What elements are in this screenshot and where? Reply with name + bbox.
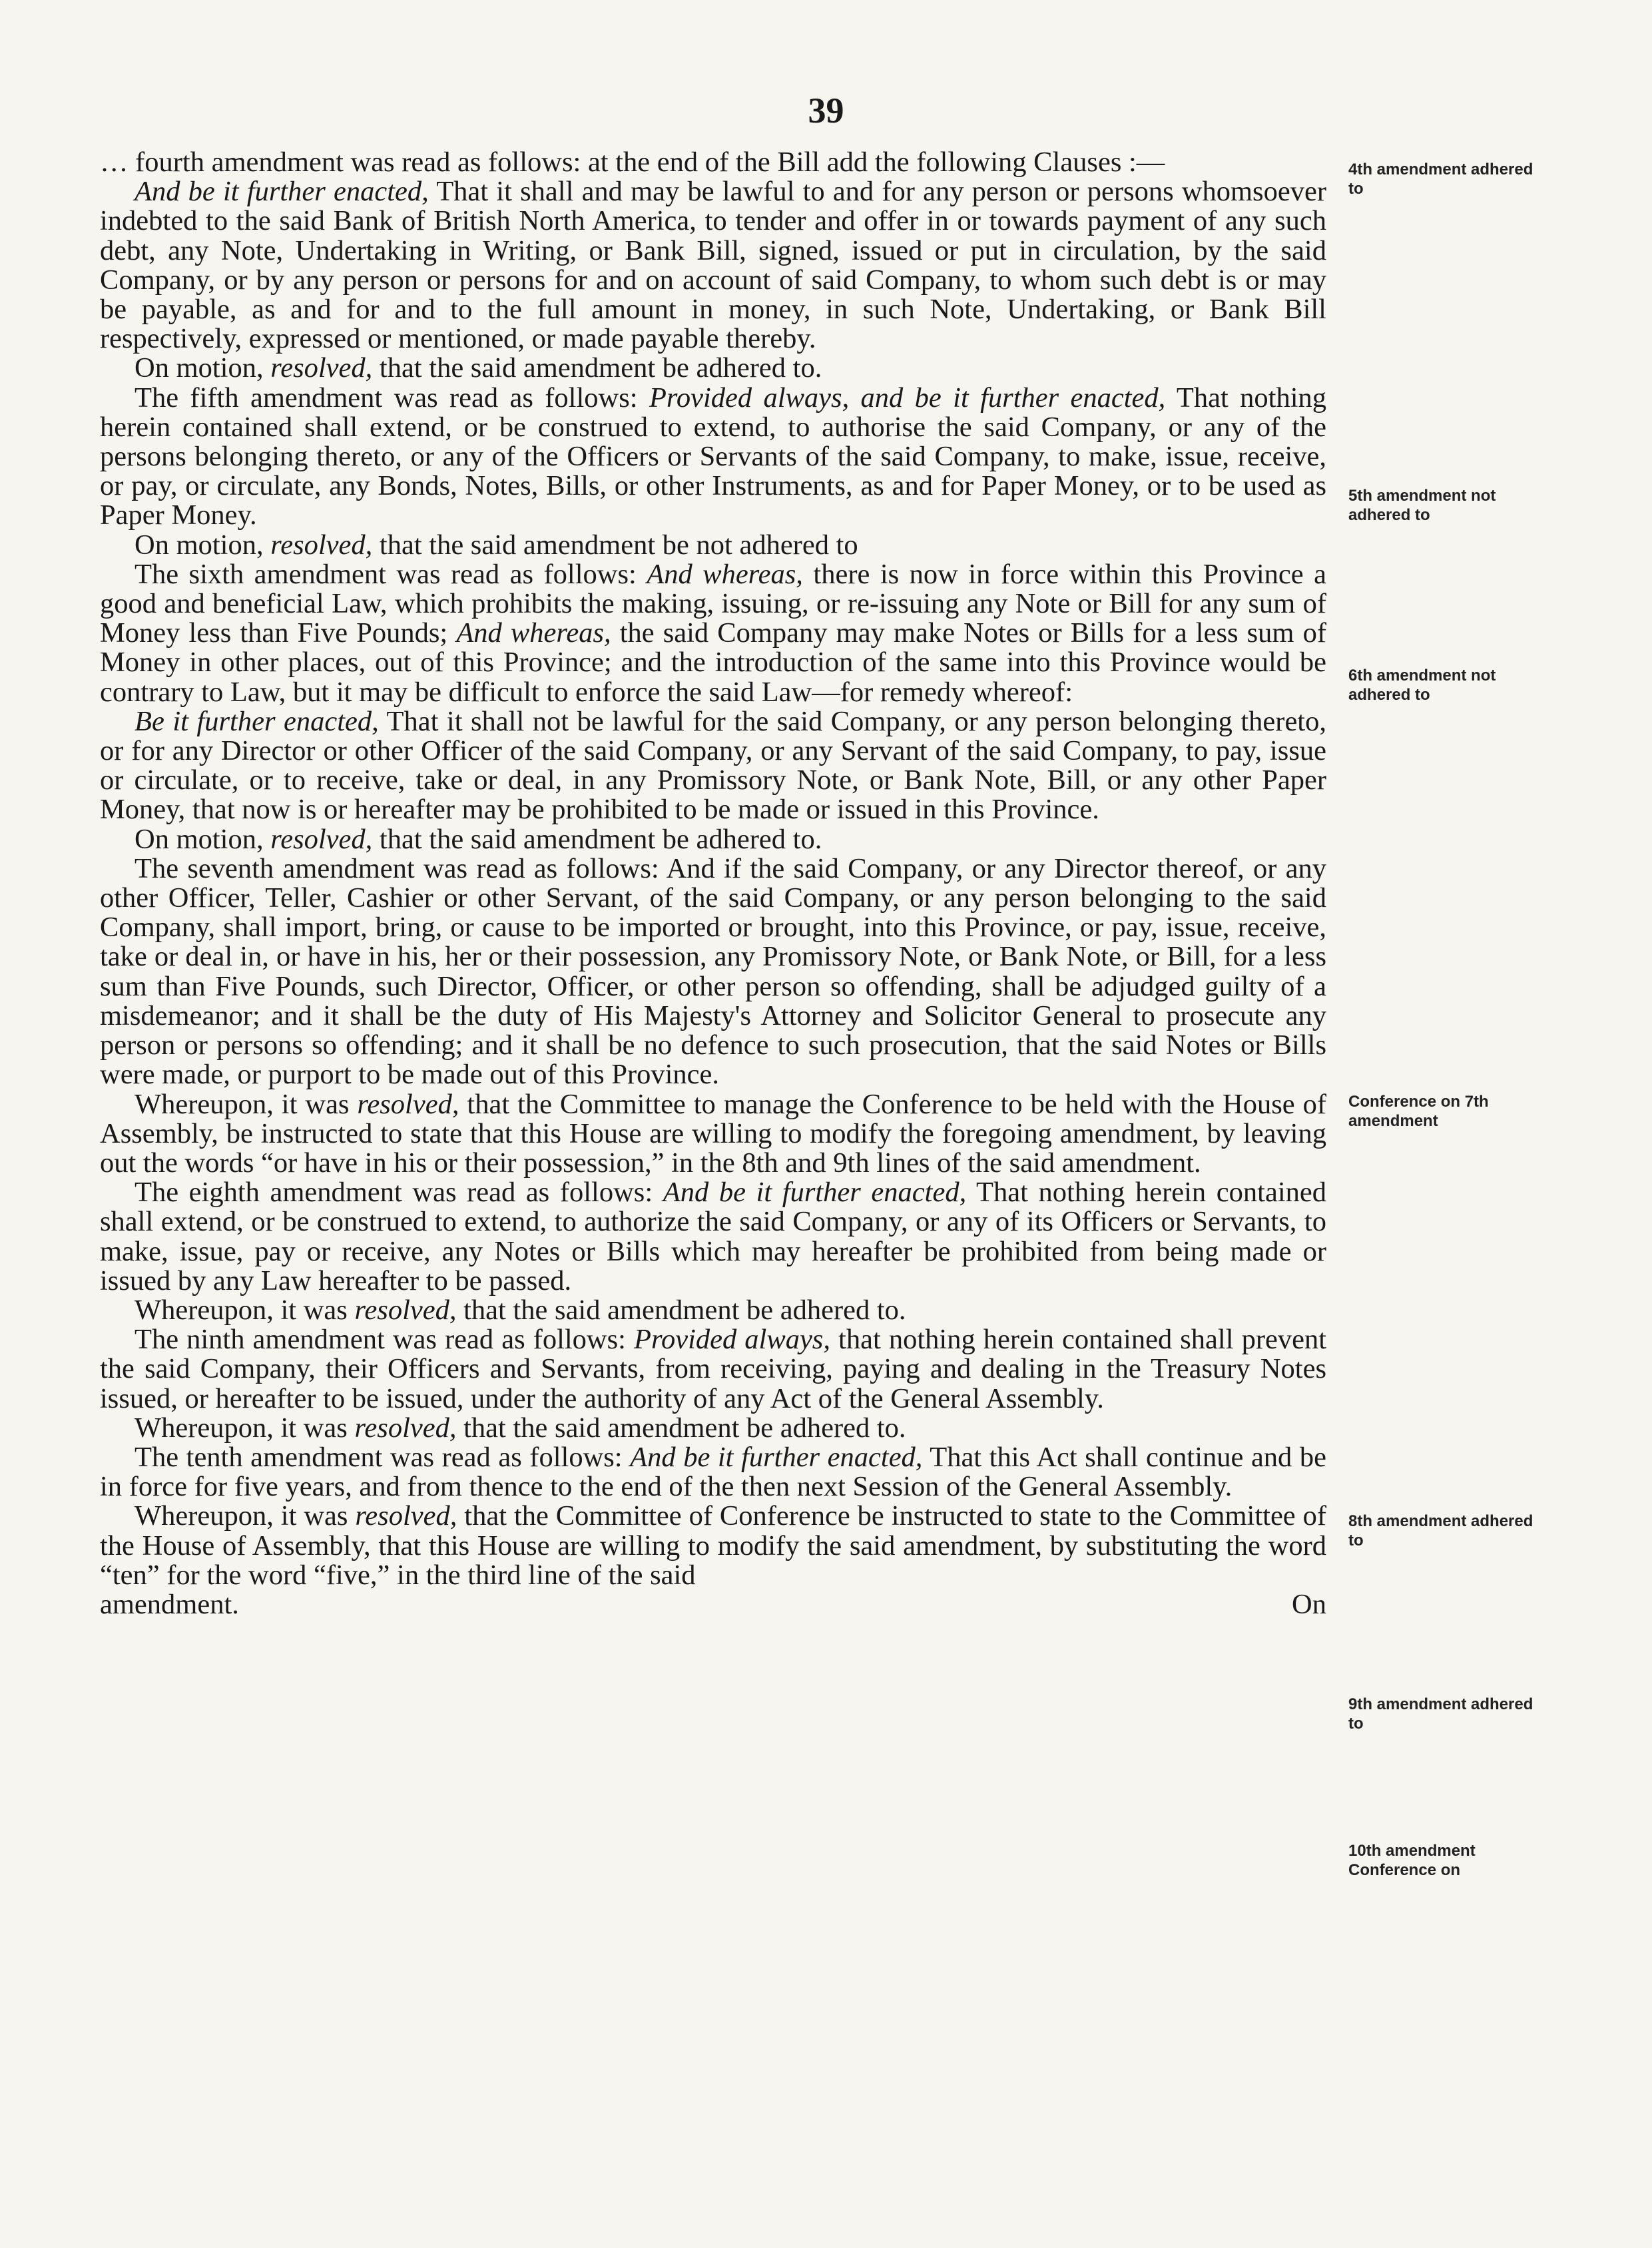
text-run: That it shall not be lawful for the said Company, or any person belonging thereto, or for any Director or other Officer of the said Company, or any Servant of the said Company, to pay, issue or circulate, or to receive, take or deal, in any Promissory Note, or Bank Note, Bill, or any other Paper Money, that now is or hereafter may be prohibited to be made or issued in this Province.: [100, 705, 1326, 826]
paragraph-16: [100, 1502, 1326, 1590]
italic-run: resolved,: [355, 1500, 457, 1532]
text-run: Whereupon, it was: [135, 1500, 356, 1532]
text-run: That nothing herein contained shall extend, or be construed to extend, to authorise the said Company, or any of the persons belonging thereto, or any of the Officers or Servants of the said Company, to make, issue, receive, or pay, or circulate, any Bonds, Notes, Bills, or other Instruments, as and for Paper Money, or to be used as Paper Money.: [100, 382, 1327, 531]
italic-run: resolved,: [270, 352, 373, 384]
text-run: that the said amendment be adhered to.: [372, 352, 822, 384]
text-run: there is now in force within this Province a good and beneficial Law, which prohibits the making, issuing, or re-issuing any Note or Bill for any sum of Money less than Five Pounds;: [100, 558, 1326, 649]
paragraph-7: [100, 707, 1326, 825]
text-run: The eighth amendment was read as follows:: [135, 1177, 663, 1209]
italic-run: resolved,: [354, 1412, 457, 1444]
paragraph-8: [100, 825, 1326, 854]
text-run: Whereupon, it was: [135, 1088, 358, 1120]
catchword: On: [1292, 1588, 1326, 1620]
margin-note-10th: 10th amendment Conference on: [1348, 1842, 1476, 1879]
text-run: that nothing herein contained shall prevent the said Company, their Officers and Servants, from receiving, paying and dealing in the Treasury Notes issued, or hereafter to be issued, under the authority of any Act of the General Assembly.: [100, 1324, 1327, 1414]
margin-note-6th: 6th amendment not adhered to: [1348, 667, 1496, 704]
paragraph-11: [100, 1178, 1326, 1296]
margin-note-8th: 8th amendment adhered to: [1348, 1512, 1533, 1549]
italic-run: resolved,: [270, 823, 373, 855]
body-text: [100, 148, 1326, 1619]
text-run: On motion,: [135, 823, 271, 855]
italic-run: And be it further enacted,: [135, 176, 429, 208]
text-run: The seventh amendment was read as follows: And if the said Company, or any Director thereof, or any other Officer, Teller, Cashier or other Servant, of the said Company, or any person belonging to the said Company, shall import, bring, or cause to be imported or brought, into this Province, or pay, issue, receive, take or deal in, or have in his, her or their possession, any Promissory Note, or Bank Note, or Bill, for a less sum than Five Pounds, such Director, Officer, or other person so offending, shall be adjudged guilty of a misdemeanor; and it shall be the duty of His Majesty's Attorney and Solicitor General to prosecute any person or persons so offending; and it shall be no defence to such prosecution, that the said Notes or Bills were made, or purport to be made out of this Province.: [100, 852, 1326, 1091]
italic-run: And be it further enacted,: [663, 1177, 967, 1209]
italic-run: resolved,: [357, 1088, 459, 1120]
italic-run: Provided always,: [634, 1324, 830, 1356]
paragraph-9: [100, 854, 1326, 1090]
paragraph-10: [100, 1090, 1326, 1179]
text-run: that the said amendment be adhered to.: [456, 1294, 906, 1326]
italic-run: And whereas,: [456, 617, 611, 649]
margin-note-4th: 4th amendment adhered to: [1348, 160, 1533, 198]
text-run: that the said amendment be adhered to.: [456, 1412, 906, 1444]
text-run: That this Act shall continue and be in force for five years, and from thence to the end of the then next Session of the General Assembly.: [100, 1441, 1326, 1503]
last-line-text: amendment.: [100, 1588, 239, 1620]
paragraph-4: [100, 384, 1326, 531]
page-number: 39: [808, 91, 844, 131]
text-run: The tenth amendment was read as follows:: [135, 1441, 631, 1473]
italic-run: resolved,: [354, 1294, 457, 1326]
italic-run: Provided always, and be it further enacted,: [649, 382, 1166, 414]
italic-run: resolved,: [270, 529, 373, 561]
paragraph-14: [100, 1414, 1326, 1443]
text-run: That nothing herein contained shall extend, or be construed to extend, to authorize the said Company, or any of its Officers or Servants, to make, issue, pay or receive, any Notes or Bills which may hereafter be prohibited from being made or issued by any Law hereafter to be passed.: [100, 1177, 1326, 1296]
text-run: that the said amendment be not adhered to: [372, 529, 858, 561]
text-run: that the Committee of Conference be instructed to state to the Committee of the House of Assembly, that this House are willing to modify the said amendment, by substituting the word “ten” for the word “five,” in the third line of the said: [100, 1500, 1326, 1591]
paragraph-3: [100, 354, 1326, 383]
text-run: Whereupon, it was: [135, 1294, 355, 1326]
paragraph-6: [100, 560, 1326, 707]
text-run: The fifth amendment was read as follows:: [135, 382, 649, 414]
text-run: that the Committee to manage the Conference to be held with the House of Assembly, be instructed to state that this House are willing to modify the foregoing amendment, by leaving out the words “or have in his or their possession,” in the 8th and 9th lines of the said amendment.: [100, 1088, 1326, 1179]
margin-note-9th: 9th amendment adhered to: [1348, 1695, 1533, 1733]
italic-run: Be it further enacted,: [135, 705, 379, 737]
last-line: [100, 1590, 1326, 1619]
paragraph-13: [100, 1325, 1326, 1414]
text-run: the said Company may make Notes or Bills for a less sum of Money in other places, out of this Province; and the introduction of the same into this Province would be contrary to Law, but it may be difficult to enforce the said Law—for remedy whereof:: [100, 617, 1326, 708]
paragraph-2: [100, 177, 1326, 354]
paragraph-5: [100, 531, 1326, 560]
margin-note-5th: 5th amendment not adhered to: [1348, 487, 1496, 524]
margin-note-7th: Conference on 7th amendment: [1348, 1093, 1489, 1130]
text-run: The sixth amendment was read as follows:: [135, 558, 647, 590]
italic-run: And whereas,: [647, 558, 803, 590]
text-run: That it shall and may be lawful to and for any person or persons whomsoever indebted to the said Bank of British North America, to tender and offer in or towards payment of any such debt, any Note, Undertaking in Writing, or Bank Bill, signed, issued or put in circulation, by the said Company, or by any person or persons for and on account of said Company, to whom such debt is or may be payable, as and for and to the full amount in money, in such Note, Undertaking, or Bank Bill respectively, expressed or mentioned, or made payable thereby.: [100, 176, 1326, 355]
paragraph-15: [100, 1443, 1326, 1502]
text-run: On motion,: [135, 529, 271, 561]
paragraph-12: [100, 1296, 1326, 1325]
text-run: that the said amendment be adhered to.: [372, 823, 822, 855]
italic-run: And be it further enacted,: [630, 1441, 923, 1473]
text-run: The ninth amendment was read as follows:: [135, 1324, 635, 1356]
text-run: On motion,: [135, 352, 271, 384]
text-run: Whereupon, it was: [135, 1412, 355, 1444]
paragraph-1: [100, 148, 1326, 177]
text-run: … fourth amendment was read as follows: at the end of the Bill add the following Clauses :—: [100, 146, 1165, 178]
